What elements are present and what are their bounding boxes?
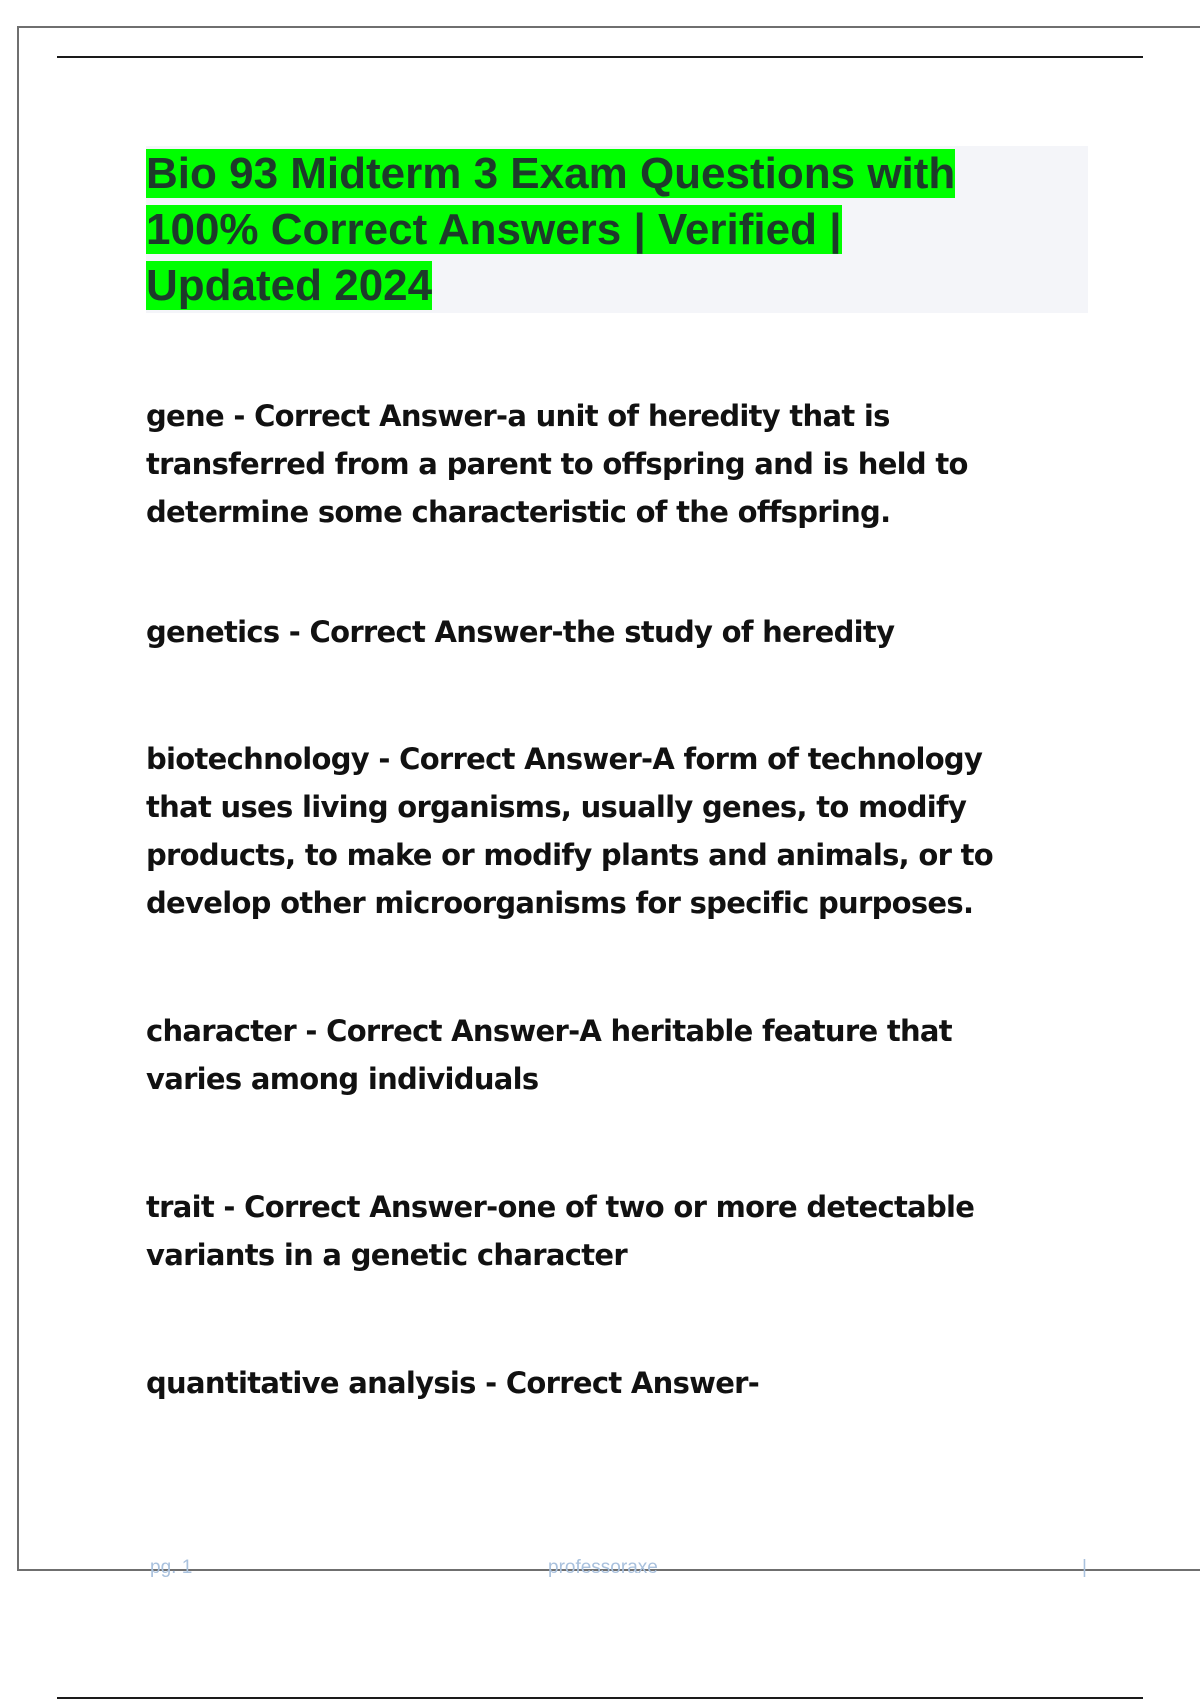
entry-trait: trait - Correct Answer-one of two or more detectable variants in a genetic character [146,1190,975,1272]
footer-page-number: pg. 1 [150,1557,193,1578]
next-page-rule [57,1697,1143,1699]
title-line-2: 100% Correct Answers | Verified | [146,205,842,254]
footer-separator: | [1082,1557,1087,1578]
title-box [146,146,1088,313]
entry-character: character - Correct Answer-A heritable feature that varies among individuals [146,1014,952,1096]
document-title [146,146,1088,314]
entry-gene: gene - Correct Answer-a unit of heredity that is transferred from a parent to offspring and is held to determine some characteristic of the offspring. [146,399,968,529]
title-line-1: Bio 93 Midterm 3 Exam Questions with [146,149,956,198]
page-footer [0,1557,1200,1587]
entry-quantitative-analysis: quantitative analysis - Correct Answer- [146,1366,760,1400]
entry-biotechnology: biotechnology - Correct Answer-A form of technology that uses living organisms, usually genes, to modify products, to make or modify plants and animals, or to develop other microorganisms for specific purposes. [146,742,994,920]
footer-brand: professoraxe [548,1557,658,1578]
header-rule [57,56,1143,58]
title-line-3: Updated 2024 [146,261,433,310]
qa-entries [146,392,1106,1407]
entry-genetics: genetics - Correct Answer-the study of heredity [146,615,895,649]
